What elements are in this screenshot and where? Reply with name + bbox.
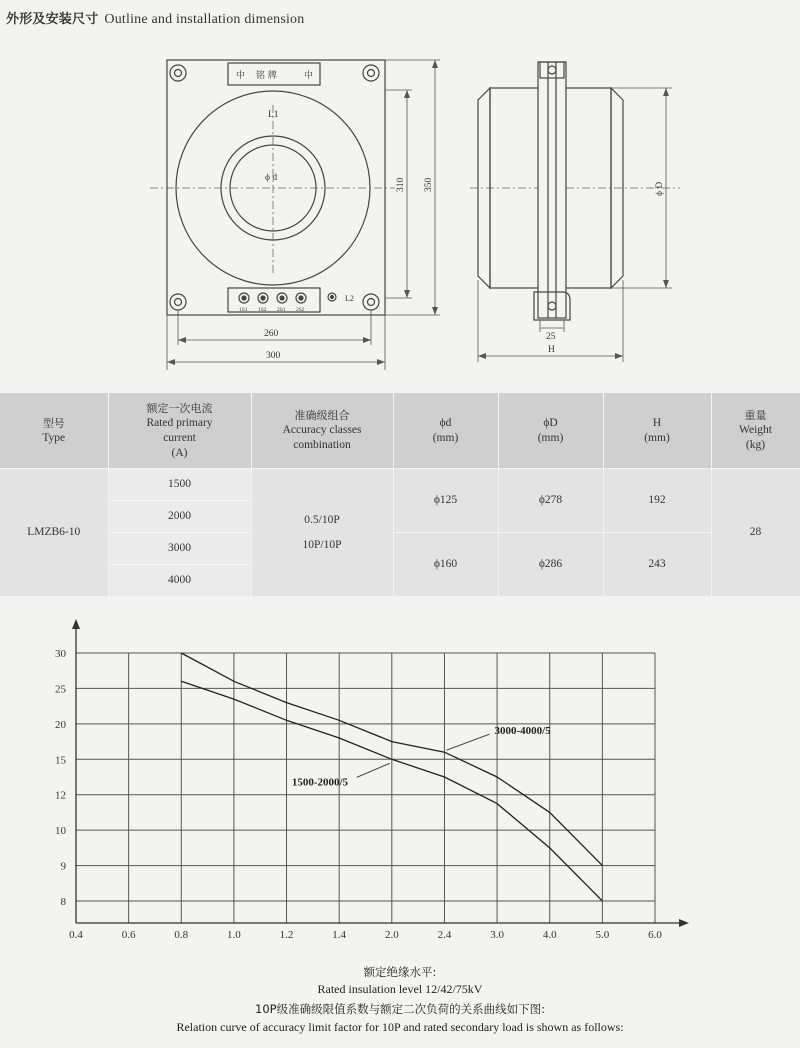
x-tick-label: 6.0	[648, 929, 662, 941]
mount-hole-tl	[170, 65, 186, 81]
dim-260: 260	[264, 329, 279, 339]
terminal-l2: L2	[345, 294, 354, 303]
header-type: 型号 Type	[0, 393, 108, 469]
cell-weight: 28	[711, 469, 800, 597]
nameplate-left: 中	[236, 71, 246, 81]
x-tick-label: 2.0	[384, 929, 399, 941]
terminal-1s1: 1S1	[239, 307, 248, 313]
header-accuracy: 准确级组合 Accuracy classes combination	[251, 393, 393, 469]
side-view	[478, 62, 623, 320]
heading-en: Outline and installation dimension	[104, 12, 305, 27]
nameplate-label: 铭 牌	[256, 71, 277, 81]
y-tick-label: 20	[55, 718, 66, 731]
nameplate-right: 中	[304, 71, 314, 81]
series-label-0: 1500-2000/5	[291, 776, 349, 789]
mount-hole-tr	[363, 65, 379, 81]
y-tick-label: 25	[55, 683, 66, 696]
x-tick-label: 2.4	[437, 929, 452, 941]
caption-relation-en: Relation curve of accuracy limit factor for 10P and rated secondary load is shown as follows:	[176, 1020, 624, 1034]
cell-current: 2000	[108, 501, 251, 533]
y-tick-label: 10	[55, 825, 66, 838]
header-d: ϕd (mm)	[393, 393, 498, 469]
front-frame	[167, 60, 385, 315]
heading-cn: 外形及安装尺寸	[6, 12, 99, 27]
cell-H-1: 192	[603, 469, 711, 533]
series-label-1: 3000-4000/5	[494, 725, 551, 738]
cell-D-2: ϕ286	[498, 533, 603, 597]
y-tick-label: 9	[60, 860, 66, 873]
dim-25: 25	[546, 332, 556, 342]
cell-d-2: ϕ160	[393, 533, 498, 597]
outline-drawing	[0, 40, 800, 370]
cell-current: 3000	[108, 533, 251, 565]
series-leader-0	[357, 763, 390, 777]
caption-relation-cn: 10P级准确级限值系数与额定二次负荷的关系曲线如下图:	[255, 1002, 545, 1016]
cell-model: LMZB6-10	[0, 469, 108, 597]
y-tick-label: 30	[55, 648, 66, 660]
x-tick-label: 0.4	[69, 929, 83, 941]
accuracy-limit-chart	[0, 610, 800, 950]
label-l1: L1	[268, 110, 279, 120]
header-weight: 重量 Weight (kg)	[711, 393, 800, 469]
dim-310: 310	[396, 177, 406, 192]
y-axis-arrow	[72, 619, 80, 629]
dim-350: 350	[424, 177, 434, 192]
cell-current: 1500	[108, 469, 251, 501]
x-tick-label: 5.0	[595, 929, 610, 941]
cell-d-1: ϕ125	[393, 469, 498, 533]
table-header-row	[0, 393, 800, 469]
x-tick-label: 1.4	[332, 929, 347, 941]
table-row	[0, 533, 800, 565]
x-tick-label: 4.0	[542, 929, 557, 941]
cell-accuracy: 0.5/10P 10P/10P	[251, 469, 393, 597]
cell-H-2: 243	[603, 533, 711, 597]
mount-hole-br	[363, 294, 379, 310]
x-axis-arrow	[679, 919, 689, 927]
table-row	[0, 469, 800, 501]
label-d: ϕ d	[265, 173, 278, 183]
caption-insulation-en: Rated insulation level 12/42/75kV	[317, 982, 483, 996]
y-tick-label: 8	[60, 896, 66, 908]
dim-300: 300	[266, 351, 281, 361]
x-tick-label: 1.0	[227, 929, 241, 941]
x-tick-label: 0.6	[121, 929, 136, 941]
y-tick-label: 15	[55, 754, 66, 767]
header-D: ϕD (mm)	[498, 393, 603, 469]
label-D: ϕ D	[655, 181, 665, 196]
terminal-2s1: 2S1	[277, 307, 286, 313]
section-heading	[6, 8, 304, 28]
terminal-2s2: 2S2	[296, 307, 305, 313]
cell-D-1: ϕ278	[498, 469, 603, 533]
mount-hole-bl	[170, 294, 186, 310]
x-tick-label: 3.0	[490, 929, 504, 941]
x-tick-label: 1.2	[279, 929, 294, 941]
x-tick-label: 0.8	[174, 929, 189, 941]
terminal-1s2: 1S2	[258, 307, 267, 313]
series-leader-1	[446, 734, 489, 750]
y-tick-label: 12	[55, 789, 66, 802]
spec-table	[0, 393, 800, 596]
header-H: H (mm)	[603, 393, 711, 469]
header-current: 额定一次电流 Rated primary current (A)	[108, 393, 251, 469]
dim-H: H	[548, 345, 555, 355]
caption-insulation-cn: 额定绝缘水平:	[363, 965, 437, 979]
cell-current: 4000	[108, 565, 251, 597]
